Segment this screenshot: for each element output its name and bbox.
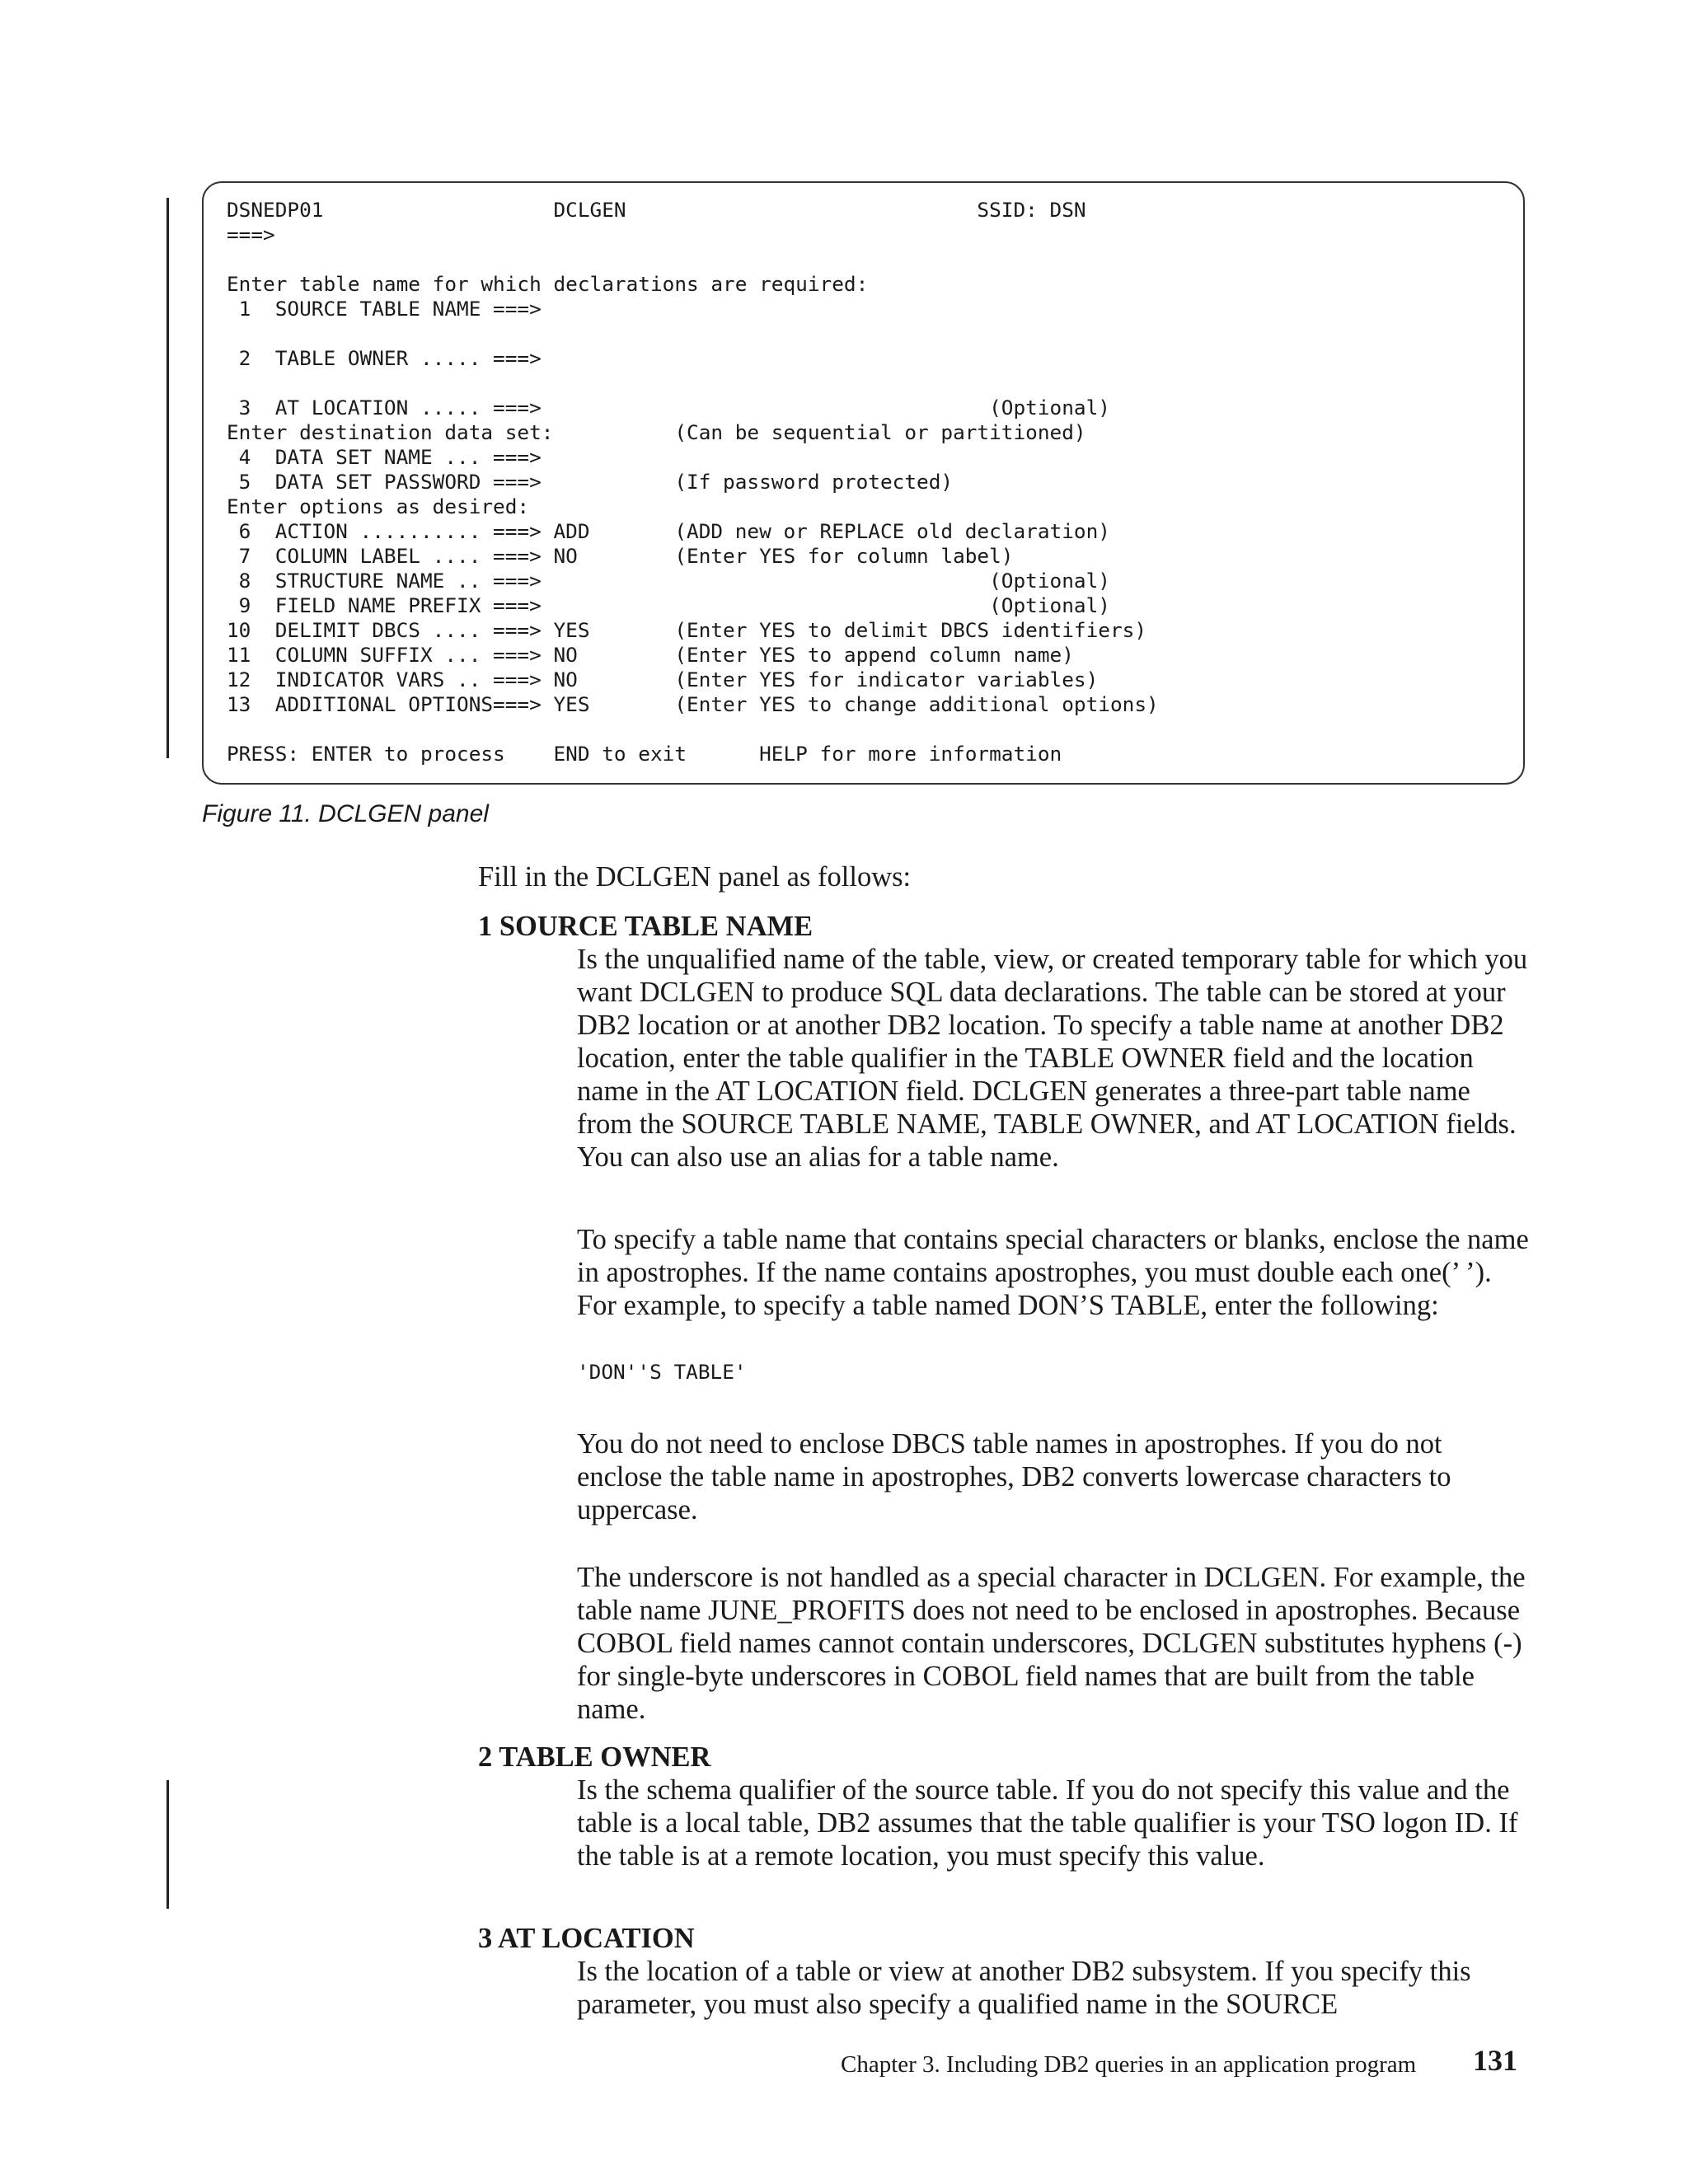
- panel-line: 1 SOURCE TABLE NAME ===>: [227, 297, 542, 321]
- term-at-location: 3 AT LOCATION: [478, 1923, 695, 1954]
- footer-chapter-title: Chapter 3. Including DB2 queries in an application program: [841, 2051, 1417, 2078]
- panel-line: 9 FIELD NAME PREFIX ===> (Optional): [227, 593, 1110, 617]
- revision-bar: [166, 198, 169, 758]
- term-table-owner: 2 TABLE OWNER: [478, 1741, 711, 1773]
- revision-bar: [166, 1780, 169, 1909]
- panel-line: 2 TABLE OWNER ..... ===>: [227, 346, 542, 370]
- panel-line: DSNEDP01 DCLGEN SSID: DSN: [227, 198, 1086, 222]
- figure-caption: Figure 11. DCLGEN panel: [202, 800, 489, 827]
- paragraph: The underscore is not handled as a special character in DCLGEN. For example, the table name JUNE_PROFITS does not need to be enclosed in apostrophes. Because COBOL field names cannot contain underscores, DCLGEN substitutes hyphens (-) for single-byte underscores in COBOL field names that are built from the table name.: [577, 1562, 1526, 1725]
- panel-line: 5 DATA SET PASSWORD ===> (If password protected): [227, 470, 954, 494]
- term-source-table-name: 1 SOURCE TABLE NAME: [478, 911, 814, 942]
- page-number: 131: [1473, 2044, 1517, 2077]
- panel-line: 7 COLUMN LABEL .... ===> NO (Enter YES for column label): [227, 544, 1014, 568]
- panel-line: 6 ACTION .......... ===> ADD (ADD new or REPLACE old declaration): [227, 519, 1110, 543]
- panel-line: ===>: [227, 223, 275, 246]
- intro-text: Fill in the DCLGEN panel as follows:: [478, 861, 912, 893]
- panel-line: 4 DATA SET NAME ... ===>: [227, 445, 542, 469]
- panel-line: 8 STRUCTURE NAME .. ===> (Optional): [227, 569, 1110, 593]
- panel-line: Enter destination data set: (Can be sequential or partitioned): [227, 420, 1086, 444]
- panel-line: 3 AT LOCATION ..... ===> (Optional): [227, 396, 1110, 419]
- paragraph: Is the unqualified name of the table, view, or created temporary table for which you want DCLGEN to produce SQL data declarations. The table can be stored at your DB2 location or at another DB2 location. To specify a table name at another DB2 location, enter the table qualifier in the TABLE OWNER field and the location name in the AT LOCATION field. DCLGEN generates a three-part table name from the SOURCE TABLE NAME, TABLE OWNER, and AT LOCATION fields. You can also use an alias for a table name.: [577, 944, 1528, 1173]
- panel-line: Enter options as desired:: [227, 494, 530, 518]
- paragraph: To specify a table name that contains special characters or blanks, enclose the name in apostrophes. If the name contains apostrophes, you must double each one(’ ’). For example, to specify a table named DON’S TABLE, enter the following:: [577, 1224, 1529, 1321]
- panel-line: 11 COLUMN SUFFIX ... ===> NO (Enter YES to append column name): [227, 643, 1074, 667]
- panel-line: 12 INDICATOR VARS .. ===> NO (Enter YES for indicator variables): [227, 668, 1099, 691]
- panel-line: 10 DELIMIT DBCS .... ===> YES (Enter YES to delimit DBCS identifiers): [227, 618, 1147, 642]
- panel-line: 13 ADDITIONAL OPTIONS===> YES (Enter YES to change additional options): [227, 692, 1159, 716]
- code-example: 'DON''S TABLE': [577, 1360, 747, 1384]
- panel-line: Enter table name for which declarations are required:: [227, 272, 869, 296]
- paragraph: Is the schema qualifier of the source table. If you do not specify this value and the table is a local table, DB2 assumes that the table qualifier is your TSO logon ID. If the table is at a remote location, you must specify this value.: [577, 1774, 1518, 1872]
- panel-line: PRESS: ENTER to process END to exit HELP for more information: [227, 742, 1062, 766]
- paragraph: Is the location of a table or view at another DB2 subsystem. If you specify this parameter, you must also specify a qualified name in the SOURCE: [577, 1956, 1471, 2020]
- paragraph: You do not need to enclose DBCS table names in apostrophes. If you do not enclose the table name in apostrophes, DB2 converts lowercase characters to uppercase.: [577, 1428, 1451, 1526]
